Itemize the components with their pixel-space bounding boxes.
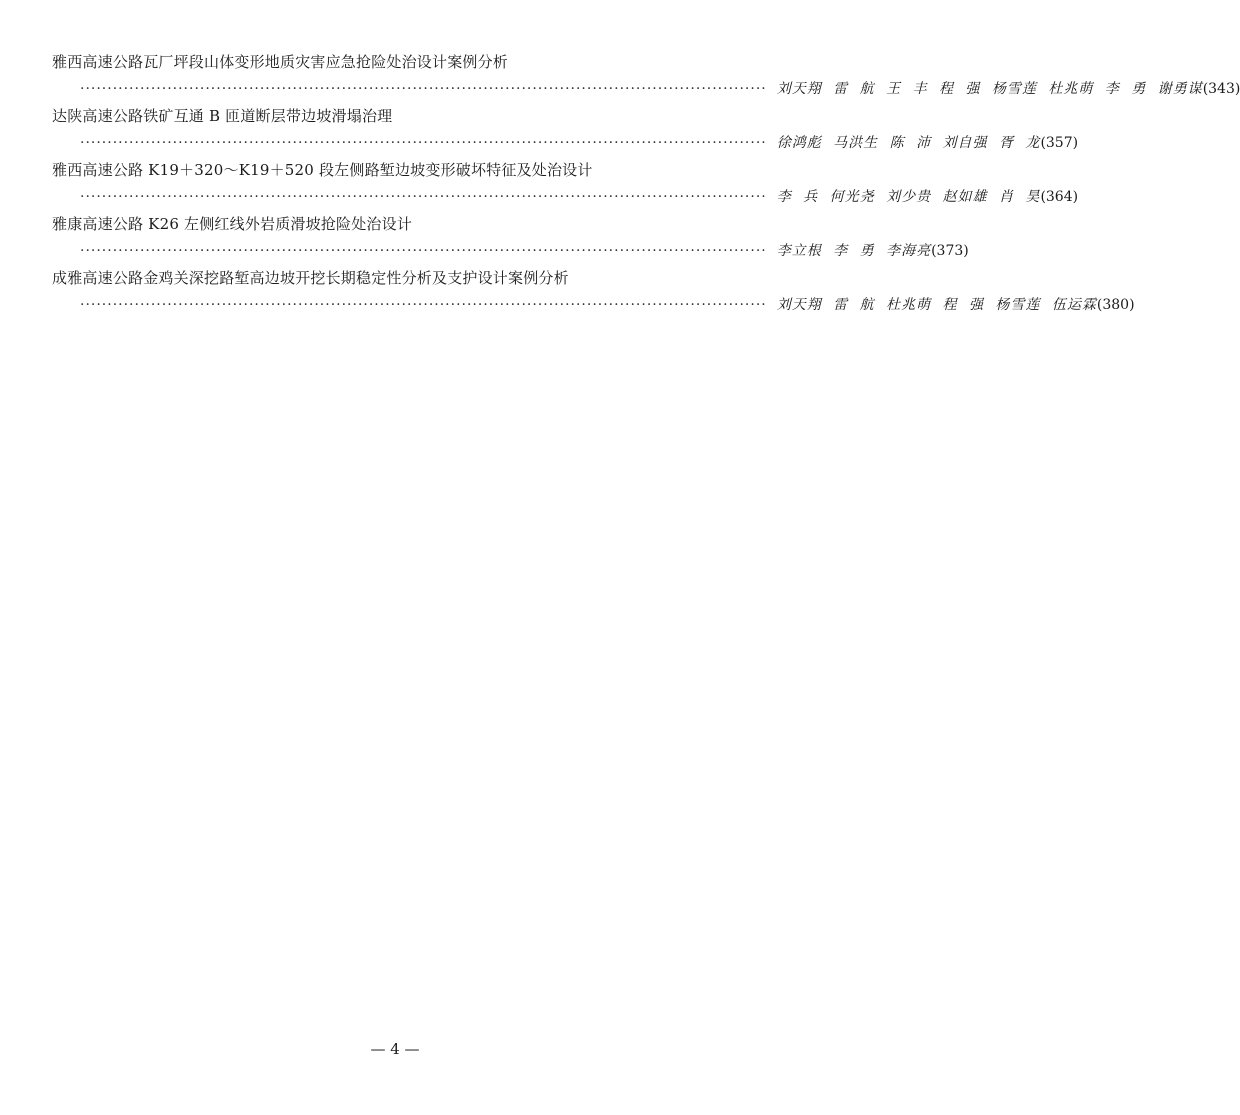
article-page: (364) (1040, 189, 1079, 205)
article-title: 雅西高速公路瓦厂坪段山体变形地质灾害应急抢险处治设计案例分析 (52, 53, 509, 71)
dot-leader: ······························································································································ (80, 297, 767, 313)
table-of-contents (52, 50, 1240, 320)
article-authors: 刘天翔 雷 航 王 丰 程 强 杨雪莲 杜兆萌 李 勇 谢勇谋 (776, 81, 1203, 97)
dot-leader: ······························································································································ (80, 189, 767, 205)
article-byline (52, 236, 969, 266)
dot-leader: ······························································································································ (80, 135, 767, 151)
dot-leader: ······························································································································ (80, 243, 767, 259)
article-authors: 李立根 李 勇 李海亮 (776, 243, 932, 259)
article-title: 雅康高速公路 K26 左侧红线外岩质滑坡抢险处治设计 (52, 215, 413, 233)
article-byline (52, 128, 1079, 158)
toc-entry (52, 266, 1135, 320)
article-title: 雅西高速公路 K19＋320～K19＋520 段左侧路堑边坡变形破坏特征及处治设计 (52, 161, 593, 179)
article-byline (52, 74, 1240, 104)
toc-entry (52, 104, 1079, 158)
toc-entry (52, 50, 1240, 104)
article-page: (380) (1096, 297, 1135, 313)
article-page: (343) (1202, 81, 1240, 97)
article-title: 成雅高速公路金鸡关深挖路堑高边坡开挖长期稳定性分析及支护设计案例分析 (52, 269, 569, 287)
article-page: (373) (931, 243, 969, 259)
article-page: (357) (1040, 135, 1079, 151)
toc-entry (52, 158, 1079, 212)
toc-entry (52, 212, 969, 266)
page-number: — 4 — (370, 1040, 420, 1058)
article-authors: 李 兵 何光尧 刘少贵 赵如雄 肖 昊 (776, 189, 1041, 205)
article-title: 达陕高速公路铁矿互通 B 匝道断层带边坡滑塌治理 (52, 107, 393, 125)
article-byline (52, 182, 1079, 212)
article-byline (52, 290, 1135, 320)
article-authors: 刘天翔 雷 航 杜兆萌 程 强 杨雪莲 伍运霖 (776, 297, 1097, 313)
dot-leader: ······························································································································ (80, 81, 767, 97)
article-authors: 徐鸿彪 马洪生 陈 沛 刘自强 胥 龙 (776, 135, 1041, 151)
